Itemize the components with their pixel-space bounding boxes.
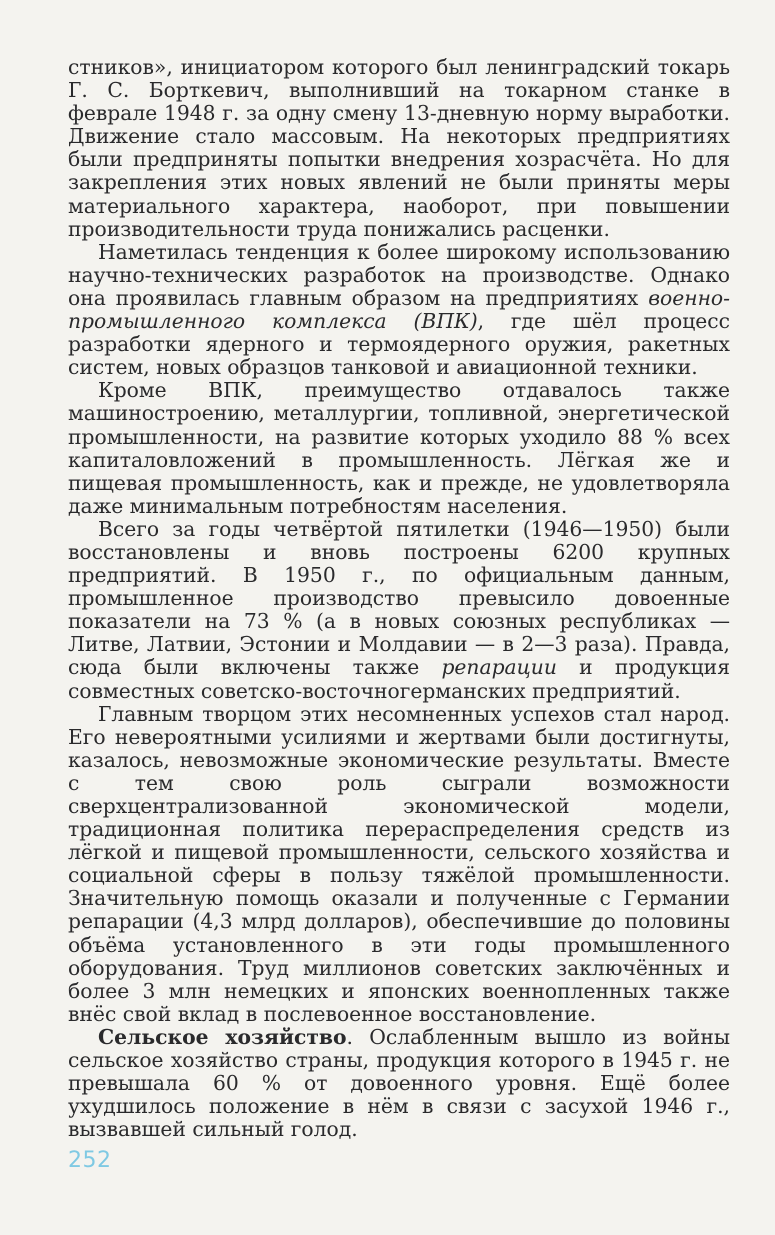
paragraph-agriculture	[68, 1026, 730, 1141]
text-column	[68, 56, 730, 1141]
paragraph-text-before: Всего за годы четвёртой пятилетки (1946—1950) были восстановлены и вновь построены 6200 крупных предприятий. В 1950 г., по официальным данным, промышленное производство превысило довоенные показатели на 73 % (а в новых союзных республиках — Литве, Латвии, Эстонии и Молдавии — в 2—3 раза). Правда, сюда были включены также	[68, 516, 730, 680]
paragraph-continuation	[68, 56, 730, 241]
paragraph-vpk	[68, 241, 730, 380]
paragraph-text: . Ослабленным вышло из войны сельское хозяйство страны, продукция которого в 1945 г. не превышала 60 % от довоенного уровня. Ещё более ухудшилось положение в нём в связи с засухой 1946 г., вызвавшей сильный голод.	[68, 1024, 730, 1142]
paragraph-text: стников», инициатором которого был ленинградский токарь Г. С. Борткевич, выполнивший на токарном станке в феврале 1948 г. за одну смену 13-дневную норму выработки. Движение стало массовым. На некоторых предприятиях были предприняты попытки внедрения хозрасчёта. Но для закрепления этих новых явлений не были приняты меры материального характера, наоборот, при повышении производительности труда понижались расценки.	[68, 55, 730, 241]
paragraph-text: Кроме ВПК, преимущество отдавалось также машиностроению, металлургии, топливной, энергетической промышленности, на развитие которых уходило 88 % всех капиталовложений в промышленность. Лёгкая же и пищевая промышленность, как и прежде, не удовлетворяла даже минимальным потребностям населения.	[68, 378, 730, 518]
term-vpk: военно-промышленного комплекса (ВПК)	[68, 285, 730, 334]
paragraph-text-after: и продукция совместных советско-восточногерманских предприятий.	[68, 655, 730, 703]
term-reparations: репарации	[441, 655, 557, 680]
paragraph-text-after: , где шёл процесс разработки ядерного и термоядерного оружия, ракетных систем, новых образцов танковой и авиационной техники.	[68, 309, 730, 380]
page-number: 252	[68, 1148, 112, 1173]
paragraph-text: Главным творцом этих несомненных успехов стал народ. Его невероятными усилиями и жертвами были достигнуты, казалось, невозможные экономические результаты. Вместе с тем свою роль сыграли возможности сверхцентрализованной экономической модели, традиционная политика перераспределения средств из лёгкой и пищевой промышленности, сельского хозяйства и социальной сферы в пользу тяжёлой промышленности. Значительную помощь оказали и полученные с Германии репарации (4,3 млрд долларов), обеспечившие до половины объёма установленного в эти годы промышленного оборудования. Труд миллионов советских заключённых и более 3 млн немецких и японских военнопленных также внёс свой вклад в послевоенное восстановление.	[68, 701, 730, 1026]
paragraph-five-year-plan	[68, 518, 730, 703]
section-heading-agriculture: Сельское хозяйство	[98, 1024, 347, 1049]
paragraph-priorities	[68, 379, 730, 518]
paragraph-text-before: Наметилась тенденция к более широкому использованию научно-технических разработок на производстве. Однако она проявилась главным образом на предприятиях	[68, 239, 730, 310]
paragraph-success-factors	[68, 703, 730, 1026]
